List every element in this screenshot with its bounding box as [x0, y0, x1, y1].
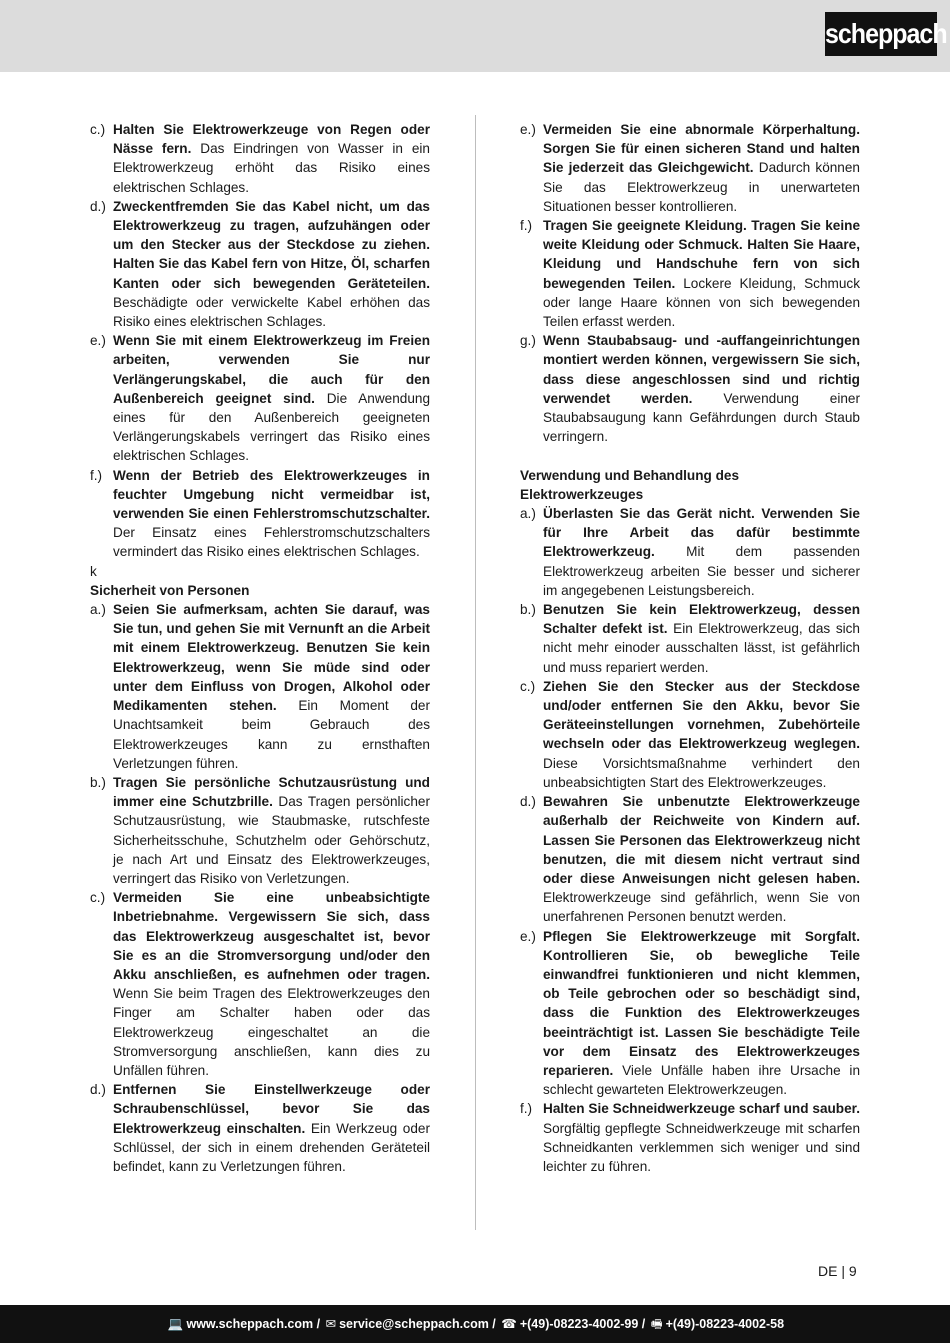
fax-icon: 🖷 [650, 1317, 663, 1331]
list-item [520, 120, 860, 216]
list-marker: e.) [90, 333, 106, 349]
list-item [520, 792, 860, 926]
list-text-bold: Pflegen Sie Elektrowerkzeuge mit Sorgfalt. Kontrollieren Sie, ob bewegliche Teile einwandfrei funktionieren und nicht klemmen, ob Teile gebrochen oder so beschädigt sind, dass die Funktion des Elektrowerkzeuges beeinträchtigt ist. Lassen Sie beschädigte Teile vor dem Einsatz des Elektrowerkzeuges reparieren. [543, 928, 860, 1078]
list-marker: d.) [90, 1082, 106, 1098]
list-text-normal: Verwendung einer Staubabsaugung kann Gefährdungen durch Staub verringern. [543, 390, 860, 445]
list-text-normal: Beschädigte oder verwickelte Kabel erhöhen das Risiko eines elektrischen Schlages. [113, 294, 430, 330]
list-marker: a.) [520, 506, 536, 522]
list-text-normal: Lockere Kleidung, Schmuck oder lange Haare können von sich bewegenden Teilen erfasst werden. [543, 275, 860, 330]
list-text [113, 1080, 430, 1176]
list-text [113, 120, 430, 197]
list-marker: b.) [90, 774, 106, 790]
list-item [90, 120, 430, 197]
list-text-bold: Zweckentfremden Sie das Kabel nicht, um das Elektrowerkzeug zu tragen, aufzuhängen oder um den Stecker aus der Steckdose zu ziehen. Halten Sie das Kabel fern von Hitze, Öl, scharfen Kanten oder sich bewegenden Geräteteilen. [113, 198, 430, 291]
left-column [90, 120, 430, 1176]
right-items-bottom [520, 504, 860, 1176]
list-marker: e.) [520, 122, 536, 137]
list-text-bold: Wenn der Betrieb des Elektrowerkzeuges in feuchter Umgebung nicht vermeidbar ist, verwenden Sie einen Fehlerstromschutzschalter. [113, 467, 430, 522]
list-item [90, 888, 430, 1080]
list-text-normal: Die Anwendung eines für den Außenbereich geeigneten Verlängerungskabels verringert das Risiko eines elektrischen Schlages. [113, 390, 430, 464]
list-text [113, 773, 430, 888]
list-item [90, 466, 430, 562]
list-text-normal: Elektrowerkzeuge sind gefährlich, wenn Sie von unerfahrenen Personen benutzt werden. [543, 890, 860, 925]
list-marker: e.) [520, 928, 536, 944]
list-text-bold: Ziehen Sie den Stecker aus der Steckdose und/oder entfernen Sie den Akku, bevor Sie Geräteeinstellungen vornehmen, Zubehörteile wechseln oder das Elektrowerkzeug weglegen. [543, 678, 860, 752]
list-marker: f.) [520, 218, 533, 234]
list-text [113, 888, 430, 1080]
list-text [113, 466, 430, 562]
right-column [520, 120, 860, 1176]
list-text-normal: Das Tragen persönlicher Schutzausrüstung, wie Staubmaske, rutschfeste Sicherheitsschuhe, Schutzhelm oder Gehörschutz, je nach Art und Einsatz des Elektrowerkzeuges, verringert das Risiko von Verletzungen. [113, 794, 430, 886]
list-text-normal: Mit dem passenden Elektrowerkzeug arbeiten Sie besser und sicherer im angegebenen Leistungsbereich. [543, 544, 860, 598]
list-text-normal: Ein Elektrowerkzeug, das sich nicht mehr einoder ausschalten lässt, ist gefährlich und muss repariert werden. [543, 621, 860, 675]
list-marker: c.) [90, 890, 106, 906]
list-item [520, 927, 860, 1100]
list-text-bold: Entfernen Sie Einstellwerkzeuge oder Schraubenschlüssel, bevor Sie das Elektrowerkzeug einschalten. [113, 1082, 430, 1136]
list-text-normal: Sorgfältig gepflegte Schneidwerkzeuge mit scharfen Schneidkanten verklemmen sich weniger und sind leichter zu führen. [543, 1120, 860, 1174]
list-item [520, 600, 860, 677]
list-text-normal: Ein Werkzeug oder Schlüssel, der sich in einem drehenden Geräteteil befindet, kann zu Verletzungen führen. [113, 1120, 430, 1174]
list-item [90, 331, 430, 465]
section-heading-personal-safety: Sicherheit von Personen [90, 582, 250, 598]
list-text [113, 331, 430, 465]
list-text-bold: Vermeiden Sie eine abnormale Körperhaltung. Sorgen Sie für einen sicheren Stand und halten Sie jederzeit das Gleichgewicht. [543, 122, 860, 176]
list-text-bold: Benutzen Sie kein Elektrowerkzeug, dessen Schalter defekt ist. [543, 602, 860, 637]
list-text [543, 504, 860, 600]
scheppach-logo: scheppach [825, 12, 937, 56]
list-text-bold: Halten Sie Schneidwerkzeuge scharf und sauber. [543, 1101, 860, 1117]
list-marker: f.) [520, 1101, 533, 1117]
list-text-normal: Viele Unfälle haben ihre Ursache in schlecht gewarteten Elektrowerkzeugen. [543, 1062, 860, 1098]
list-text-normal: Wenn Sie beim Tragen des Elektrowerkzeuges den Finger am Schalter haben oder das Elektrowerkzeug eingeschaltet an die Stromversorgung anschließen, kann dies zu Unfällen führen. [113, 986, 430, 1078]
list-text [543, 677, 860, 792]
list-text-bold: Überlasten Sie das Gerät nicht. Verwenden Sie für Ihre Arbeit das dafür bestimmte Elektrowerkzeug. [543, 506, 860, 560]
list-text-normal: Das Eindringen von Wasser in ein Elektrowerkzeug erhöht das Risiko eines elektrischen Schlages. [113, 141, 430, 195]
list-text-normal: Dadurch können Sie das Elektrowerkzeug in unerwarteten Situationen besser kontrollieren. [543, 160, 860, 214]
list-item [520, 504, 860, 600]
list-item [90, 1080, 430, 1176]
list-item [520, 331, 860, 446]
section-heading-tool-use: Verwendung und Behandlung des Elektrowerkzeuges [520, 467, 740, 502]
list-item [520, 1099, 860, 1176]
list-item [90, 773, 430, 888]
list-item [520, 216, 860, 331]
list-marker: b.) [520, 602, 536, 618]
list-text-bold: Bewahren Sie unbenutzte Elektrowerkzeuge außerhalb der Reichweite von Kindern auf. Lassen Sie Personen das Elektrowerkzeug nicht benutzen, die mit diesem nicht vertraut sind oder diese Anweisungen nicht gelesen haben. [543, 794, 860, 886]
footer-bar [0, 1305, 950, 1343]
list-marker: d.) [90, 198, 106, 214]
left-items-top [90, 120, 430, 562]
left-items-bottom [90, 600, 430, 1176]
list-text-normal: Der Einsatz eines Fehlerstromschutzschalters vermindert das Risiko eines elektrischen Schlages. [113, 525, 430, 560]
mail-icon: ✉ [325, 1317, 337, 1331]
right-items-top [520, 120, 860, 446]
list-text [543, 600, 860, 677]
footer-fax: +(49)-08223-4002-58 [665, 1317, 785, 1331]
list-text-bold: Vermeiden Sie eine unbeabsichtigte Inbetriebnahme. Vergewissern Sie sich, dass das Elektrowerkzeug ausgeschaltet ist, bevor Sie es an die Stromversorgung und/oder den Akku anschließen, es aufnehmen oder tragen. [113, 890, 430, 982]
computer-icon: 💻 [167, 1317, 184, 1331]
phone-icon: ☎ [501, 1317, 517, 1331]
list-text-bold: Wenn Sie mit einem Elektrowerkzeug im Freien arbeiten, verwenden Sie nur Verlängerungskabel, die auch für den Außenbereich geeignet sind. [113, 333, 430, 406]
list-text-bold: Tragen Sie persönliche Schutzausrüstung und immer eine Schutzbrille. [113, 774, 430, 810]
list-marker: c.) [520, 678, 536, 694]
list-marker: d.) [520, 794, 536, 810]
page-number: DE | 9 [818, 1263, 857, 1279]
header-bar [0, 0, 950, 72]
footer-phone: +(49)-08223-4002-99 / [519, 1317, 646, 1331]
stray-character: k [90, 563, 97, 579]
list-marker: a.) [90, 602, 106, 618]
list-text [543, 216, 860, 331]
list-text-bold: Halten Sie Elektrowerkzeuge von Regen oder Nässe fern. [113, 122, 430, 157]
spacer [520, 446, 860, 465]
list-item [90, 600, 430, 773]
list-text-normal: Diese Vorsichtsmaßnahme verhindert den unbeabsichtigten Start des Elektrowerkzeuges. [543, 755, 860, 790]
list-text [543, 120, 860, 216]
list-text [543, 331, 860, 446]
list-item [520, 677, 860, 792]
list-text [543, 927, 860, 1100]
list-marker: f.) [90, 467, 103, 483]
footer-email[interactable]: service@scheppach.com / [339, 1317, 496, 1331]
list-text-bold: Seien Sie aufmerksam, achten Sie darauf, was Sie tun, und gehen Sie mit Vernunft an die Arbeit mit einem Elektrowerkzeug. Benutzen Sie kein Elektrowerkzeug, wenn Sie müde sind oder unter dem Einfluss von Drogen, Alkohol oder Medikamenten stehen. [113, 602, 430, 714]
list-text-bold: Wenn Staubabsaug- und -auffangeinrichtungen montiert werden können, vergewissern Sie sich, dass diese angeschlossen sind und richtig verwendet werden. [543, 333, 860, 406]
list-marker: g.) [520, 333, 536, 349]
list-text [543, 1099, 860, 1176]
list-item [90, 197, 430, 331]
list-text-normal: Ein Moment der Unachtsamkeit beim Gebrauch des Elektrowerkzeuges kann zu ernsthaften Verletzungen führen. [113, 698, 431, 771]
list-text-bold: Tragen Sie geeignete Kleidung. Tragen Sie keine weite Kleidung oder Schmuck. Halten Sie Haare, Kleidung und Handschuhe fern von sich bewegenden Teilen. [543, 218, 860, 291]
list-text [543, 792, 860, 926]
column-divider [475, 115, 476, 1230]
footer-website[interactable]: www.scheppach.com / [186, 1317, 321, 1331]
list-text [113, 197, 430, 331]
list-text [113, 600, 430, 773]
list-marker: c.) [90, 122, 106, 137]
